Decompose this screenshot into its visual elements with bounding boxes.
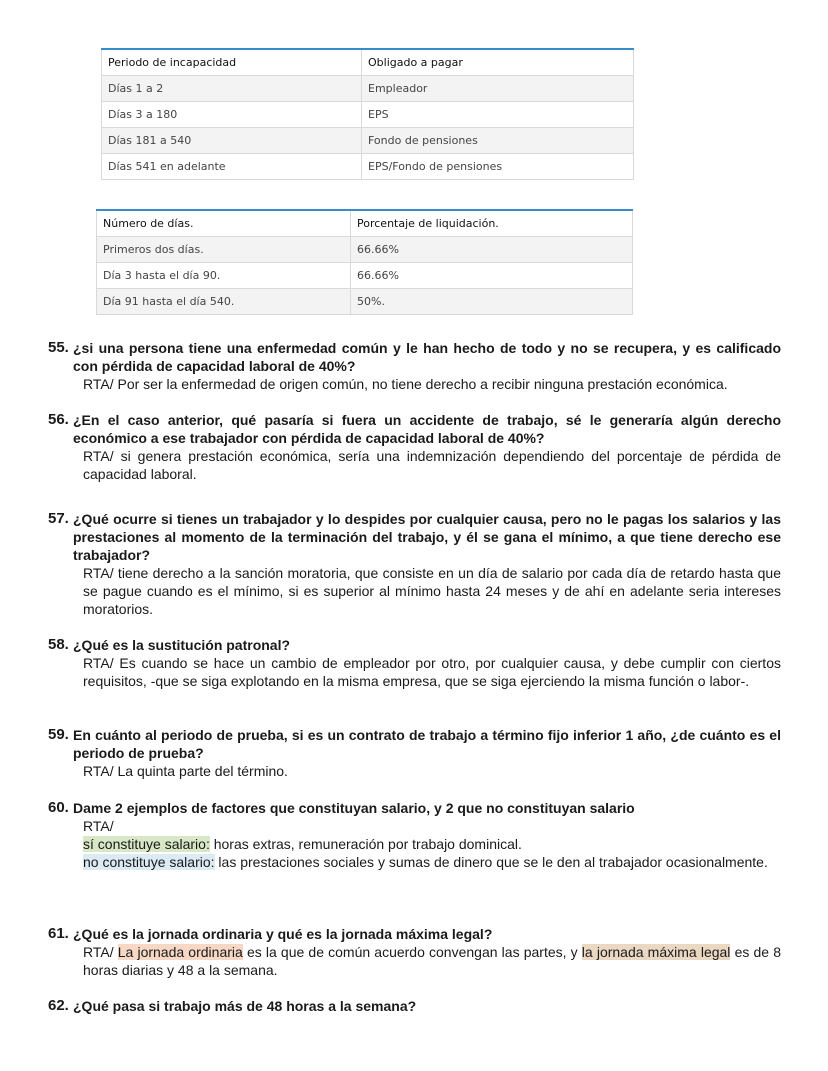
table-row <box>102 76 634 102</box>
question <box>48 339 781 375</box>
qa-item-57 <box>48 510 781 618</box>
table-header-cell: Número de días. <box>97 210 351 237</box>
question-text: ¿Qué ocurre si tienes un trabajador y lo despides por cualquier causa, pero no le pagas los salarios y las prestaciones al momento de la terminación del trabajo, y él se gana el mínimo, a que tiene derecho ese trabajador? <box>73 511 781 563</box>
question-number: 57. <box>48 510 69 527</box>
qa-item-58 <box>48 636 781 690</box>
table-cell: Días 541 en adelante <box>102 154 362 180</box>
table-cell: Días 181 a 540 <box>102 128 362 154</box>
table-header-cell: Periodo de incapacidad <box>102 49 362 76</box>
table-row <box>102 102 634 128</box>
answer-text: RTA/ tiene derecho a la sanción moratoria, que consiste en un día de salario por cada día de retardo hasta que se pague cuando es el mínimo, si es superior al mínimo hasta 24 meses y de ahí en adelante seria intereses moratorios. <box>83 565 781 617</box>
question-text: ¿Qué es la sustitución patronal? <box>73 637 291 653</box>
answer-text: RTA/ Es cuando se hace un cambio de empleador por otro, por cualquier causa, y debe cumplir con ciertos requisitos, -que se siga explotando en la misma empresa, que se siga ejerciendo la misma función o labor-. <box>83 655 781 689</box>
table-cell: Días 3 a 180 <box>102 102 362 128</box>
table-cell: Días 1 a 2 <box>102 76 362 102</box>
question-number: 55. <box>48 339 69 356</box>
answer-mid: es la que de común acuerdo convengan las partes, y <box>242 944 582 960</box>
answer-salary-no <box>48 853 781 871</box>
table-cell: 66.66% <box>351 237 633 263</box>
question-number: 58. <box>48 636 69 653</box>
qa-item-56 <box>48 411 781 483</box>
table-row <box>102 128 634 154</box>
table-cell: EPS <box>362 102 634 128</box>
highlight-jornada-maxima: la jornada máxima legal <box>581 944 731 960</box>
question-number: 59. <box>48 726 69 743</box>
table-row <box>97 237 633 263</box>
answer-text: RTA/ Por ser la enfermedad de origen común, no tiene derecho a recibir ninguna prestación económica. <box>83 376 728 392</box>
table-cell: EPS/Fondo de pensiones <box>362 154 634 180</box>
question <box>48 411 781 447</box>
answer-intro: RTA/ <box>83 818 114 834</box>
question-text: ¿si una persona tiene una enfermedad común y le han hecho de todo y no se recupera, y es calificado con pérdida de capacidad laboral de 40%? <box>73 340 781 374</box>
table-header-cell: Obligado a pagar <box>362 49 634 76</box>
question <box>48 799 781 817</box>
question-text: ¿Qué pasa si trabajo más de 48 horas a la semana? <box>73 998 417 1014</box>
question-text: En cuánto al periodo de prueba, si es un contrato de trabajo a término fijo inferior 1 año, ¿de cuánto es el periodo de prueba? <box>73 727 781 761</box>
question-text: ¿En el caso anterior, qué pasaría si fuera un accidente de trabajo, sé le generaría algún derecho económico a ese trabajador con pérdida de capacidad laboral de 40%? <box>73 412 781 446</box>
table-row <box>97 289 633 315</box>
qa-item-61 <box>48 925 781 979</box>
answer-text: RTA/ si genera prestación económica, sería una indemnización dependiendo del porcentaje de pérdida de capacidad laboral. <box>83 448 781 482</box>
highlight-jornada-ordinaria: La jornada ordinaria <box>117 944 243 960</box>
answer-text: RTA/ La quinta parte del término. <box>83 763 288 779</box>
question-number: 62. <box>48 997 69 1014</box>
question <box>48 997 781 1015</box>
highlight-salary-no: no constituye salario: <box>83 854 215 870</box>
incapacity-payer-table <box>101 48 634 180</box>
qa-item-62 <box>48 997 781 1015</box>
qa-item-59 <box>48 726 781 780</box>
salary-no-text: las prestaciones sociales y sumas de dinero que se le den al trabajador ocasionalmente. <box>214 854 768 870</box>
question-number: 61. <box>48 925 69 942</box>
question-text: Dame 2 ejemplos de factores que constituyan salario, y 2 que no constituyan salario <box>73 800 635 816</box>
table-header-cell: Porcentaje de liquidación. <box>351 210 633 237</box>
table-cell: Fondo de pensiones <box>362 128 634 154</box>
qa-item-55 <box>48 339 781 393</box>
table-header-row <box>97 210 633 237</box>
question <box>48 925 781 943</box>
question-number: 56. <box>48 411 69 428</box>
answer-text <box>48 943 781 979</box>
answer-suffix: es de 8 horas diarias y 48 a la semana. <box>83 944 781 978</box>
question <box>48 510 781 564</box>
table-cell: Día 91 hasta el día 540. <box>97 289 351 315</box>
table-row <box>97 263 633 289</box>
table-cell: Empleador <box>362 76 634 102</box>
table-header-row <box>102 49 634 76</box>
question-number: 60. <box>48 799 69 816</box>
table-cell: 50%. <box>351 289 633 315</box>
liquidation-percentage-table <box>96 209 633 315</box>
answer-prefix: RTA/ <box>83 944 118 960</box>
table-cell: Primeros dos días. <box>97 237 351 263</box>
question-text: ¿Qué es la jornada ordinaria y qué es la jornada máxima legal? <box>73 926 493 942</box>
question <box>48 726 781 762</box>
salary-yes-text: horas extras, remuneración por trabajo dominical. <box>209 836 522 852</box>
table-cell: Día 3 hasta el día 90. <box>97 263 351 289</box>
table-row <box>102 154 634 180</box>
qa-item-60 <box>48 799 781 871</box>
question <box>48 636 781 654</box>
answer-salary-yes <box>48 835 781 853</box>
table-cell: 66.66% <box>351 263 633 289</box>
highlight-salary-yes: sí constituye salario: <box>83 836 210 852</box>
